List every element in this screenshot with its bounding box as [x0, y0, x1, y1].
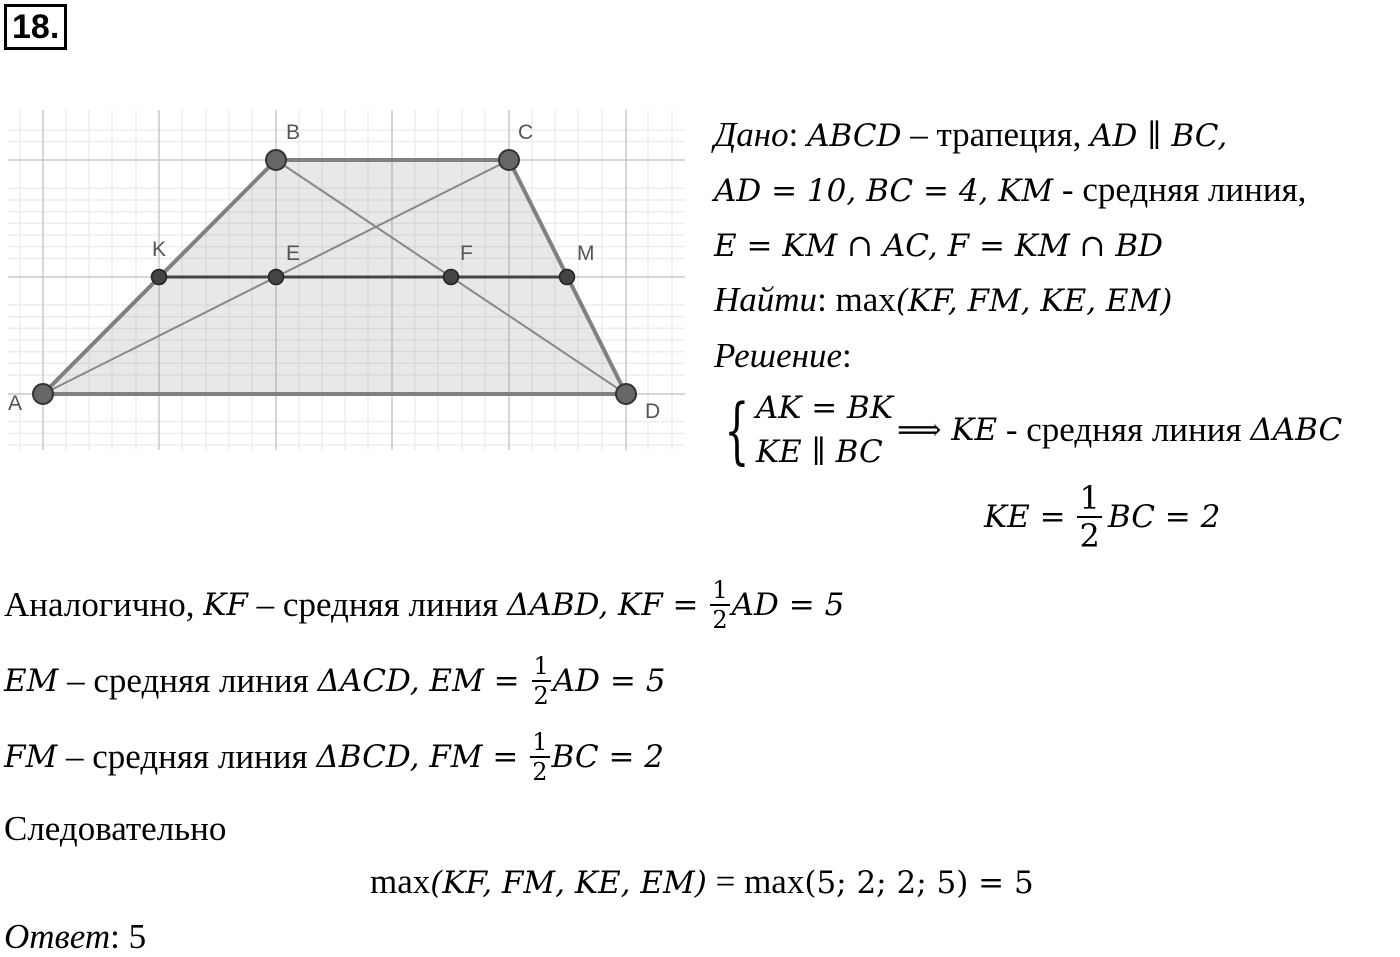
task-number: 18.	[4, 4, 67, 50]
answer-line	[4, 917, 146, 957]
label-f: F	[460, 242, 473, 265]
label-c: C	[518, 121, 534, 144]
label-m: M	[577, 242, 595, 265]
given-line-1: Дано: ABCD – трапеция, AD ∥ BC,	[714, 115, 1228, 154]
find-label: Найти	[714, 280, 818, 319]
system-brace: {	[724, 388, 750, 472]
conclusion-text: Следовательно	[4, 809, 227, 848]
fraction-half: $\frac{1}{2}$	[533, 652, 549, 710]
label-b: B	[286, 121, 301, 144]
system: AK = BK KE ∥ BC	[755, 390, 893, 470]
final-formula: max(KF, FM, KE, EM) = max(5; 2; 2; 5) = 5	[370, 862, 1034, 901]
label-a: A	[8, 392, 23, 415]
fraction-half: $\frac{1}{2}$	[532, 728, 548, 786]
answer-value: : 5	[110, 917, 147, 956]
answer-label: Ответ	[4, 917, 111, 956]
fm-line: FM – средняя линия ΔBCD, FM = $\frac{1}{2}$ BC = 2	[4, 728, 664, 786]
given-line-2: AD = 10, BC = 4, KM - средняя линия,	[714, 170, 1307, 209]
ke-formula: KE = $\frac{1}{2}$ BC = 2	[984, 479, 1221, 555]
find-line: Найти: max(KF, FM, KE, EM)	[714, 280, 1173, 319]
label-d: D	[645, 400, 661, 423]
fraction-half: $\frac{1}{2}$	[1079, 479, 1100, 555]
solution-line: Решение:	[714, 336, 852, 375]
fraction-half: $\frac{1}{2}$	[712, 576, 728, 634]
given-label: Дано	[714, 115, 789, 154]
system-line: { AK = BK KE ∥ BC ⟹ KE - средняя линия ΔABC	[724, 388, 1343, 472]
solution-label: Решение	[714, 336, 843, 375]
em-line: EM – средняя линия ΔACD, EM = $\frac{1}{2}$ AD = 5	[4, 652, 666, 710]
label-e: E	[286, 242, 301, 265]
analog-line: Аналогично, KF – средняя линия ΔABD, KF = $\frac{1}{2}$ AD = 5	[4, 576, 845, 634]
label-k: K	[152, 238, 167, 261]
trapezoid-figure	[0, 110, 700, 460]
given-line-3: E = KM ∩ AC, F = KM ∩ BD	[714, 228, 1164, 264]
